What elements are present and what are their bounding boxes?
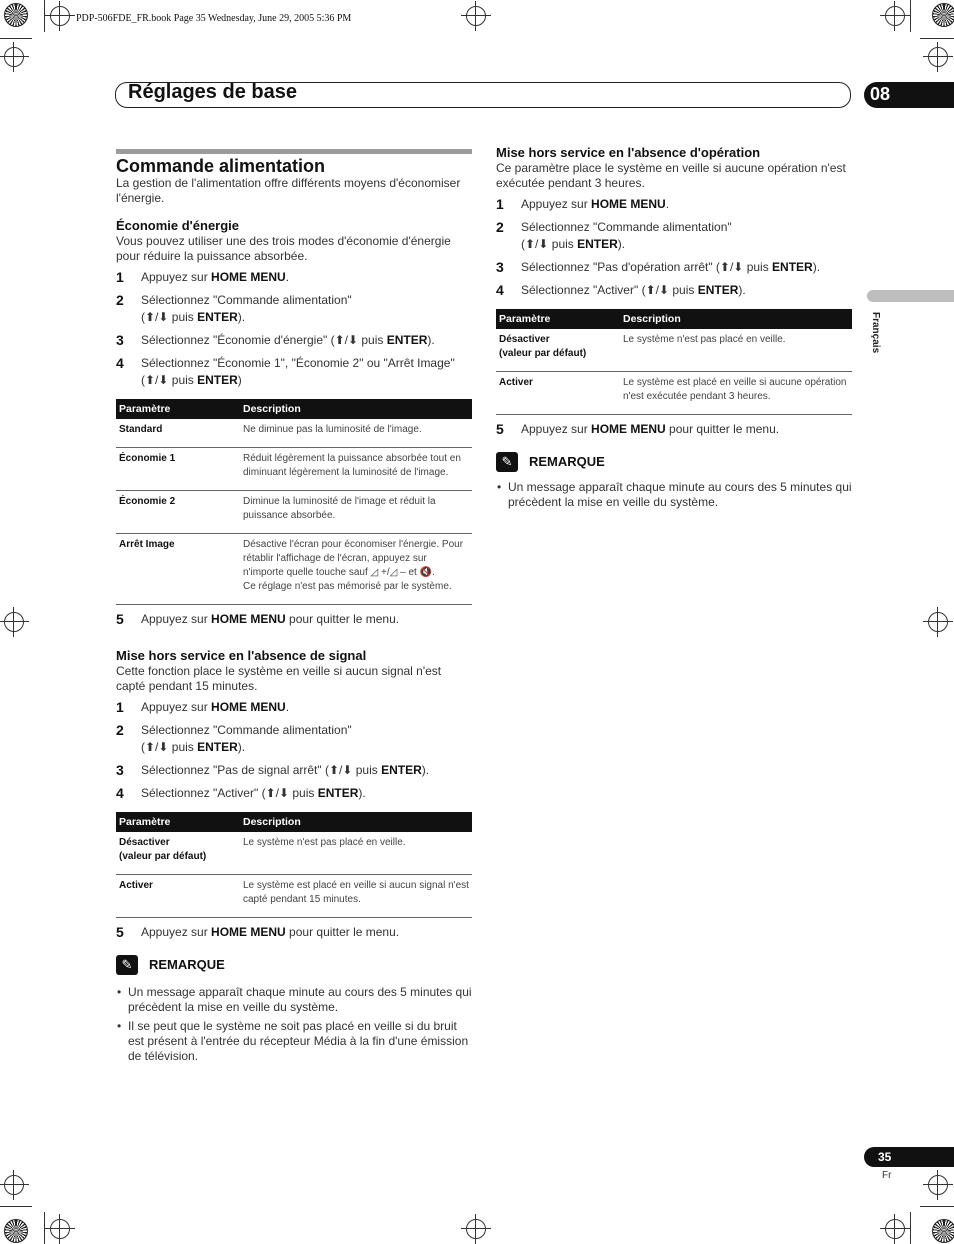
registration-mark-icon bbox=[466, 6, 486, 26]
table-row: Économie 2 Diminue la luminosité de l'image et réduit la puissance absorbée. bbox=[116, 491, 472, 534]
subsection-title: Mise hors service en l'absence de signal bbox=[116, 648, 367, 663]
crop-mark bbox=[920, 1206, 954, 1207]
language-tab bbox=[867, 290, 954, 302]
table-row: Désactiver (valeur par défaut) Le système n'est pas placé en veille. bbox=[496, 329, 852, 372]
subsection-title: Mise hors service en l'absence d'opération bbox=[496, 145, 761, 160]
table-row: Activer Le système est placé en veille si aucune opération n'est exécutée pendant 3 heures. bbox=[496, 372, 852, 415]
section-title: Commande alimentation bbox=[116, 156, 326, 176]
step: 1 Appuyez sur HOME MENU. bbox=[116, 269, 290, 285]
color-wheel-icon bbox=[4, 1219, 28, 1243]
note-title: REMARQUE bbox=[529, 454, 605, 469]
section-intro: La gestion de l'alimentation offre différents moyens d'économiser l'énergie. bbox=[116, 176, 461, 205]
book-info: PDP-506FDE_FR.book Page 35 Wednesday, June 29, 2005 5:36 PM bbox=[76, 13, 352, 24]
step: 4 Sélectionnez "Activer" (⬆/⬇ puis ENTER). bbox=[496, 282, 746, 298]
parameter-table bbox=[116, 399, 472, 605]
note-list bbox=[116, 985, 472, 1064]
section-bar bbox=[116, 149, 472, 154]
registration-mark-icon bbox=[50, 1219, 70, 1239]
table-header: Paramètre bbox=[496, 309, 620, 329]
step: 4 Sélectionnez "Économie 1", "Économie 2" ou "Arrêt Image" (⬆/⬇ puis ENTER) bbox=[116, 355, 455, 387]
registration-mark-icon bbox=[928, 1175, 948, 1195]
crop-mark bbox=[44, 0, 45, 32]
pencil-note-icon: ✎ bbox=[116, 955, 138, 975]
crop-mark bbox=[0, 38, 32, 39]
step: 5 Appuyez sur HOME MENU pour quitter le menu. bbox=[116, 611, 400, 627]
note-header bbox=[116, 955, 472, 977]
step: 4 Sélectionnez "Activer" (⬆/⬇ puis ENTER). bbox=[116, 785, 366, 801]
subsection-intro: Ce paramètre place le système en veille si aucune opération n'est exécutée pendant 3 heures. bbox=[496, 161, 846, 190]
table-row: Désactiver (valeur par défaut) Le système n'est pas placé en veille. bbox=[116, 832, 472, 875]
list-item: • Un message apparaît chaque minute au cours des 5 minutes qui précèdent la mise en veille du système. bbox=[496, 480, 852, 510]
registration-mark-icon bbox=[4, 1175, 24, 1195]
subsection-intro: Vous pouvez utiliser une des trois modes d'économie d'énergie pour réduire la puissance absorbée. bbox=[116, 234, 451, 263]
note-header bbox=[496, 452, 852, 474]
page-number: 35 bbox=[878, 1150, 892, 1164]
table-header: Paramètre bbox=[116, 399, 240, 419]
step: 3 Sélectionnez "Pas de signal arrêt" (⬆/⬇ puis ENTER). bbox=[116, 762, 430, 778]
subsection-intro: Cette fonction place le système en veille si aucun signal n'est capté pendant 15 minutes. bbox=[116, 664, 442, 693]
list-item: • Un message apparaît chaque minute au cours des 5 minutes qui précèdent la mise en veille du système. bbox=[116, 985, 472, 1015]
table-row: Standard Ne diminue pas la luminosité de l'image. bbox=[116, 419, 472, 448]
table-header: Paramètre bbox=[116, 812, 240, 832]
parameter-table bbox=[496, 309, 852, 415]
step: 5 Appuyez sur HOME MENU pour quitter le menu. bbox=[496, 421, 780, 437]
registration-mark-icon bbox=[4, 47, 24, 67]
step: 5 Appuyez sur HOME MENU pour quitter le menu. bbox=[116, 924, 400, 940]
registration-mark-icon bbox=[885, 6, 905, 26]
pencil-note-icon: ✎ bbox=[496, 452, 518, 472]
chapter-number: 08 bbox=[870, 84, 891, 104]
step: 2 Sélectionnez "Commande alimentation" (⬆/⬇ puis ENTER). bbox=[116, 722, 352, 754]
note-title: REMARQUE bbox=[149, 957, 225, 972]
table-row: Arrêt Image Désactive l'écran pour économiser l'énergie. Pour rétablir l'affichage de l'écran, appuyez sur n'importe quelle touche sauf ◿ +/◿ – et 🔇. Ce réglage n'est pas mémorisé par le système. bbox=[116, 534, 472, 605]
table-header: Description bbox=[620, 309, 852, 329]
table-row: Activer Le système est placé en veille si aucun signal n'est capté pendant 15 minutes. bbox=[116, 875, 472, 918]
crop-mark bbox=[920, 38, 954, 39]
parameter-table bbox=[116, 812, 472, 918]
registration-mark-icon bbox=[4, 612, 24, 632]
table-header: Description bbox=[240, 812, 472, 832]
step: 2 Sélectionnez "Commande alimentation" (⬆/⬇ puis ENTER). bbox=[496, 219, 732, 251]
left-column bbox=[116, 149, 472, 1068]
step: 2 Sélectionnez "Commande alimentation" (⬆/⬇ puis ENTER). bbox=[116, 292, 352, 324]
right-column bbox=[496, 145, 852, 514]
subsection-title: Économie d'énergie bbox=[116, 218, 240, 233]
registration-mark-icon bbox=[885, 1219, 905, 1239]
color-wheel-icon bbox=[932, 3, 954, 27]
crop-mark bbox=[910, 1212, 911, 1244]
page-title: Réglages de base bbox=[128, 81, 297, 103]
language-label: Français bbox=[870, 312, 881, 354]
page-language: Fr bbox=[882, 1170, 892, 1181]
step: 3 Sélectionnez "Pas d'opération arrêt" (⬆/⬇ puis ENTER). bbox=[496, 259, 821, 275]
step: 3 Sélectionnez "Économie d'énergie" (⬆/⬇ puis ENTER). bbox=[116, 332, 435, 348]
registration-mark-icon bbox=[928, 612, 948, 632]
crop-mark bbox=[0, 1206, 32, 1207]
step: 1 Appuyez sur HOME MENU. bbox=[116, 699, 290, 715]
registration-mark-icon bbox=[466, 1219, 486, 1239]
crop-mark bbox=[910, 0, 911, 32]
color-wheel-icon bbox=[4, 3, 28, 27]
registration-mark-icon bbox=[50, 6, 70, 26]
note-list bbox=[496, 480, 852, 510]
color-wheel-icon bbox=[932, 1219, 954, 1243]
list-item: • Il se peut que le système ne soit pas placé en veille si du bruit est présent à l'entrée du récepteur Média à la fin d'une émission de télévision. bbox=[116, 1019, 472, 1064]
registration-mark-icon bbox=[928, 47, 948, 67]
step: 1 Appuyez sur HOME MENU. bbox=[496, 196, 670, 212]
table-row: Économie 1 Réduit légèrement la puissance absorbée tout en diminuant légèrement la luminosité de l'image. bbox=[116, 448, 472, 491]
table-header: Description bbox=[240, 399, 472, 419]
